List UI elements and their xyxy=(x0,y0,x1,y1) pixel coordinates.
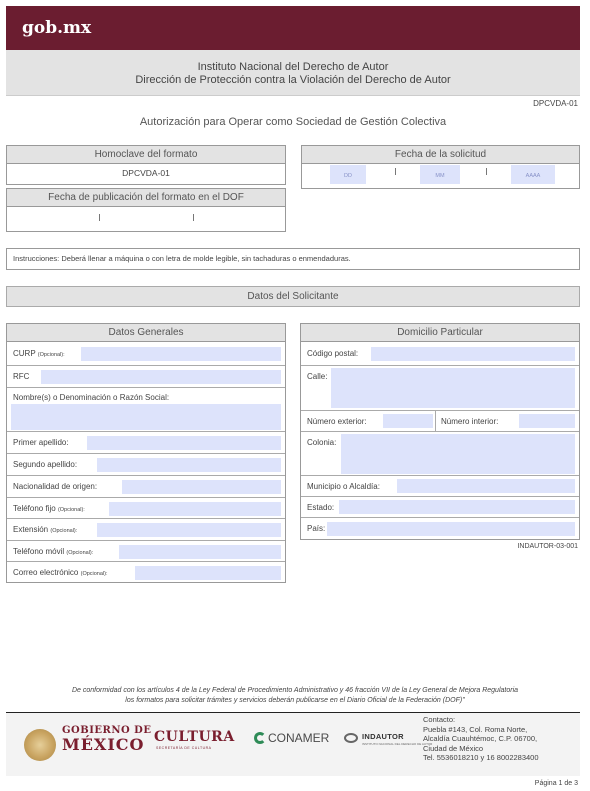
conamer-logo: CONAMER xyxy=(268,731,330,745)
footer xyxy=(6,713,580,776)
colonia-input[interactable] xyxy=(341,434,575,474)
cultura-subtitle: SECRETARÍA DE CULTURA xyxy=(156,746,212,750)
municipio-input[interactable] xyxy=(397,479,575,493)
telefono-movil-row xyxy=(7,541,285,562)
indautor-subtitle: INSTITUTO NACIONAL DEL DERECHO DE AUTOR xyxy=(362,742,433,746)
telefono-fijo-label: Teléfono fijo (Opcional): xyxy=(13,504,85,513)
date-separator xyxy=(395,168,396,175)
request-date-box xyxy=(301,145,580,189)
municipio-row xyxy=(301,476,579,497)
telefono-fijo-row xyxy=(7,498,285,519)
pais-label: País: xyxy=(307,524,326,533)
segundo-apellido-input[interactable] xyxy=(97,458,281,472)
contact-label: Contacto: xyxy=(423,715,456,724)
contact-address-2: Alcaldía Cuauhtémoc, C.P. 06700, xyxy=(423,734,538,744)
contact-address-1: Puebla #143, Col. Roma Norte, xyxy=(423,724,528,734)
contact-info xyxy=(423,715,539,763)
primer-apellido-label: Primer apellido: xyxy=(13,438,69,447)
contact-address-3: Ciudad de México xyxy=(423,743,484,753)
section-title: Datos del Solicitante xyxy=(6,286,580,307)
colonia-row xyxy=(301,432,579,476)
request-date-day-field[interactable]: DD xyxy=(330,165,366,184)
mexico-seal-icon xyxy=(24,729,56,761)
pais-input[interactable] xyxy=(327,522,575,536)
homoclave-label: Homoclave del formato xyxy=(7,146,285,164)
numero-interior-input[interactable] xyxy=(519,414,575,428)
dof-date-separator xyxy=(193,214,194,221)
pais-row xyxy=(301,518,579,540)
nombre-input[interactable] xyxy=(11,404,281,430)
datos-generales-box xyxy=(6,323,286,583)
nombre-label: Nombre(s) o Denominación o Razón Social: xyxy=(13,393,170,402)
datos-generales-title: Datos Generales xyxy=(7,324,285,342)
primer-apellido-row xyxy=(7,432,285,454)
estado-label: Estado: xyxy=(307,503,335,512)
segundo-apellido-label: Segundo apellido: xyxy=(13,460,78,469)
curp-input[interactable] xyxy=(81,347,281,361)
curp-label: CURP (Opcional): xyxy=(13,349,65,358)
correo-input[interactable] xyxy=(135,566,281,580)
correo-label: Correo electrónico (Opcional): xyxy=(13,568,108,577)
calle-input[interactable] xyxy=(331,368,575,408)
cultura-logo: CULTURA xyxy=(154,729,235,745)
estado-input[interactable] xyxy=(339,500,575,514)
numero-exterior-input[interactable] xyxy=(383,414,433,428)
request-date-month-field[interactable]: MM xyxy=(420,165,460,184)
codigo-postal-row xyxy=(301,343,579,366)
indautor-icon xyxy=(344,733,358,743)
segundo-apellido-row xyxy=(7,454,285,476)
nacionalidad-input[interactable] xyxy=(122,480,281,494)
homoclave-box xyxy=(6,145,286,185)
telefono-movil-input[interactable] xyxy=(119,545,281,559)
form-title: Autorización para Operar como Sociedad de Gestión Colectiva xyxy=(139,116,447,128)
conamer-icon xyxy=(254,732,266,744)
date-separator xyxy=(486,168,487,175)
nacionalidad-row xyxy=(7,476,285,498)
dof-date-separator xyxy=(99,214,100,221)
rfc-input[interactable] xyxy=(41,370,281,384)
dof-date-box xyxy=(6,188,286,232)
numero-interior-label: Número interior: xyxy=(441,417,499,426)
institute-department: Dirección de Protección contra la Violación del Derecho de Autor xyxy=(135,74,451,86)
nombre-row xyxy=(7,388,285,432)
extension-label: Extensión (Opcional): xyxy=(13,525,78,534)
form-code: DPCVDA-01 xyxy=(533,99,578,108)
numero-row xyxy=(301,411,579,432)
telefono-fijo-input[interactable] xyxy=(109,502,281,516)
estado-row xyxy=(301,497,579,518)
domicilio-box xyxy=(300,323,580,540)
homoclave-value: DPCVDA-01 xyxy=(122,168,170,178)
contact-phone: Tel. 5536018210 y 16 8002283400 xyxy=(423,753,539,763)
curp-row xyxy=(7,343,285,366)
nacionalidad-label: Nacionalidad de origen: xyxy=(13,482,98,491)
rfc-label: RFC xyxy=(13,372,30,381)
municipio-label: Municipio o Alcaldía: xyxy=(307,482,380,491)
institute-header xyxy=(6,50,580,96)
legal-note xyxy=(0,686,590,706)
page-number: Página 1 de 3 xyxy=(534,780,578,787)
extension-row xyxy=(7,519,285,541)
numero-divider xyxy=(435,411,436,432)
institute-name: Instituto Nacional del Derecho de Autor xyxy=(197,61,389,73)
codigo-postal-input[interactable] xyxy=(371,347,575,361)
rfc-row xyxy=(7,366,285,388)
numero-exterior-label: Número exterior: xyxy=(307,417,367,426)
gob-logo-line1: GOBIERNO DE xyxy=(62,725,152,736)
correo-row xyxy=(7,562,285,583)
colonia-label: Colonia: xyxy=(307,438,337,447)
gobmx-logo[interactable]: gob.mx xyxy=(22,18,92,38)
extension-input[interactable] xyxy=(97,523,281,537)
gobierno-de-mexico-logo xyxy=(62,725,151,754)
primer-apellido-input[interactable] xyxy=(87,436,281,450)
calle-label: Calle: xyxy=(307,372,328,381)
indautor-logo: INDAUTOR xyxy=(362,732,404,741)
top-banner xyxy=(6,6,580,50)
codigo-postal-label: Código postal: xyxy=(307,349,359,358)
legal-note-line1: De conformidad con los artículos 4 de la Ley Federal de Procedimiento Administrativo y 46 fracción VII de la Ley General de Mejora Regulatoria xyxy=(71,687,519,694)
instructions: Instrucciones: Deberá llenar a máquina o con letra de molde legible, sin tachaduras o enmendaduras. xyxy=(6,248,580,270)
dof-date-label: Fecha de publicación del formato en el DOF xyxy=(7,189,285,207)
calle-row xyxy=(301,366,579,411)
domicilio-title: Domicilio Particular xyxy=(301,324,579,342)
telefono-movil-label: Teléfono móvil (Opcional): xyxy=(13,547,94,556)
indautor-code: INDAUTOR-03-001 xyxy=(517,543,578,550)
legal-note-line2: los formatos para solicitar trámites y servicios deberán publicarse en el Diario Oficial de la Federación (DOF)" xyxy=(125,697,465,704)
request-date-label: Fecha de la solicitud xyxy=(302,146,579,164)
request-date-year-field[interactable]: AAAA xyxy=(511,165,555,184)
gob-logo-line2: MÉXICO xyxy=(62,735,145,754)
